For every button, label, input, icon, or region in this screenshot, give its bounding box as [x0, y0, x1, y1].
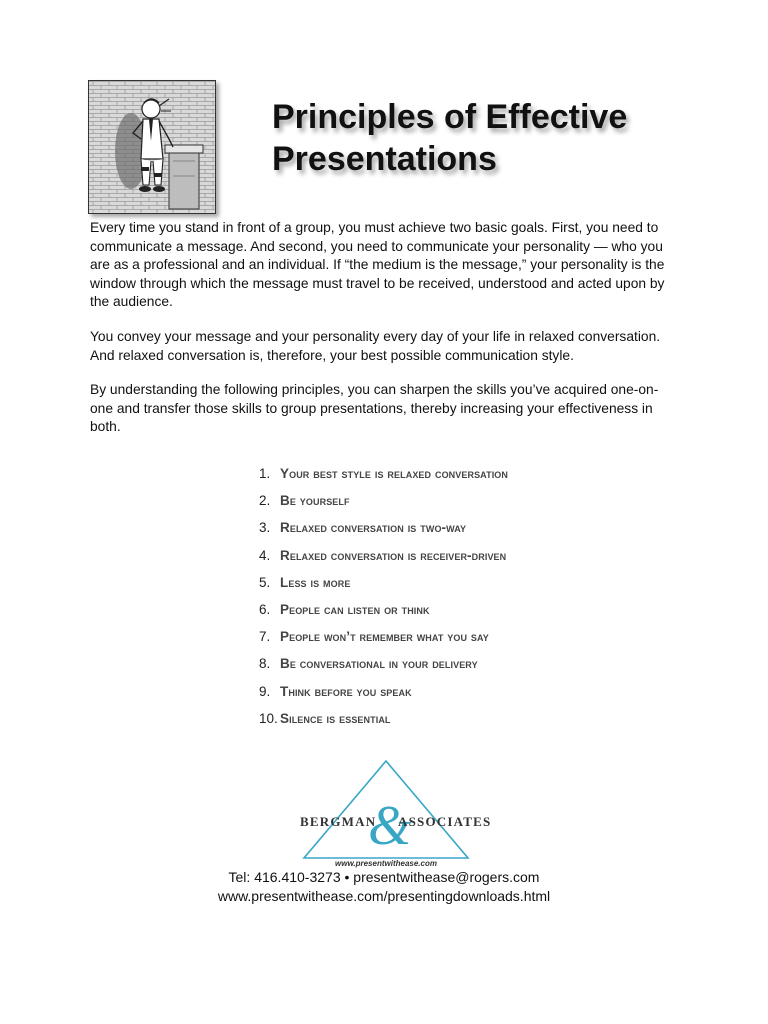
intro-paragraph: You convey your message and your personality every day of your life in relaxed conversation. And relaxed conversation is, therefore, your best possible communication style. — [90, 328, 661, 363]
principle-number: 2. — [259, 493, 271, 509]
principle-label: Be conversational in your delivery — [280, 656, 478, 672]
principle-number: 5. — [259, 574, 271, 590]
principle-item — [259, 575, 679, 602]
principle-item — [259, 711, 679, 738]
page-title-line-2: Presentations — [272, 140, 497, 178]
principle-item — [259, 493, 679, 520]
principle-item — [259, 656, 679, 683]
intro-paragraph: By understanding the following principles, you can sharpen the skills you’ve acquired one-on-one and transfer those skills to group presentations, thereby increasing your effectiveness in both. — [90, 382, 659, 435]
page-title — [272, 96, 712, 180]
contact-phone-email: Tel: 416.410-3273 • presentwithease@rogers.com — [228, 869, 540, 885]
page-title-line-1: Principles of Effective — [272, 98, 628, 136]
principle-number: 8. — [259, 656, 271, 672]
principle-label: Relaxed conversation is two-way — [280, 520, 467, 536]
principle-label: Relaxed conversation is receiver-driven — [280, 547, 507, 563]
svg-text:BERGMAN: BERGMAN — [300, 814, 377, 829]
principle-item — [259, 548, 679, 575]
intro-text — [90, 219, 680, 453]
svg-text:&: & — [368, 795, 412, 857]
principle-item — [259, 684, 679, 711]
principle-item — [259, 629, 679, 656]
principle-item — [259, 520, 679, 547]
triangle-logo-icon — [290, 758, 492, 870]
principle-number: 6. — [259, 601, 271, 617]
contact-website: www.presentwithease.com/presentingdownloads.html — [217, 888, 551, 904]
svg-text:www.presentwithease.com: www.presentwithease.com — [335, 859, 437, 868]
principle-label: Silence is essential — [280, 710, 391, 726]
principle-label: People won’t remember what you say — [280, 629, 489, 645]
principle-item — [259, 602, 679, 629]
principle-number: 1. — [259, 466, 271, 481]
principle-number: 9. — [259, 683, 271, 699]
principle-number: 10. — [259, 710, 278, 726]
contact-info — [0, 868, 768, 906]
principle-item — [259, 466, 679, 493]
principle-label: Be yourself — [280, 493, 350, 509]
speaker-cartoon-illustration — [88, 80, 216, 214]
principle-label: Your best style is relaxed conversation — [280, 466, 509, 481]
svg-text:ASSOCIATES: ASSOCIATES — [398, 814, 492, 829]
principle-label: Less is more — [280, 574, 351, 590]
principle-label: People can listen or think — [280, 601, 430, 617]
intro-paragraph: Every time you stand in front of a group, you must achieve two basic goals. First, you need to communicate a message. And second, you need to communicate your personality — who you are as a professional and an individual. If “the medium is the message,” your personality is the window through which the message must travel to be received, understood and acted upon by the audience. — [90, 220, 665, 310]
principle-number: 4. — [259, 547, 271, 563]
principles-list — [259, 466, 679, 738]
principle-number: 7. — [259, 629, 271, 645]
speaker-at-podium-icon — [89, 81, 215, 213]
bergman-associates-logo — [290, 758, 492, 870]
principle-number: 3. — [259, 520, 271, 536]
principle-label: Think before you speak — [280, 683, 412, 699]
